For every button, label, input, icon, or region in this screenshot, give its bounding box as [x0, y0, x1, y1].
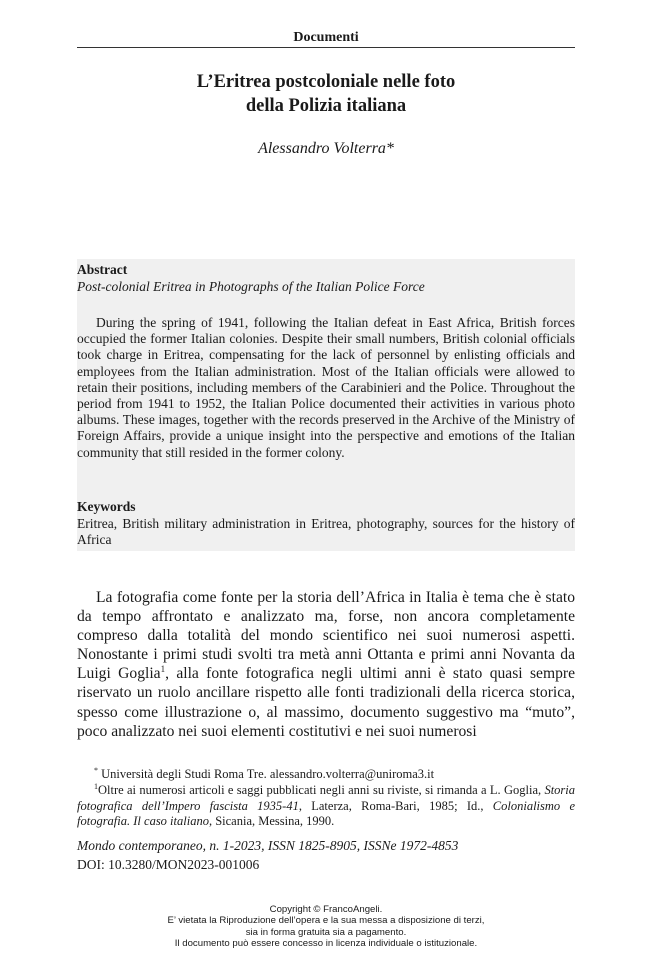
body-text-part-2: , alla fonte fotografica negli ultimi anni è stato quasi sempre riservato un ruolo ancillare rispetto alle fonti tradizionali della ricerca storica, spesso come illustrazione o, al massimo, documento suggestivo ma “muto”, poco analizzato nei suoi elementi costitutivi e nei suoi numerosi: [77, 665, 575, 740]
doi-line: DOI: 10.3280/MON2023-001006: [77, 857, 260, 872]
footnote-affiliation: [77, 767, 575, 782]
keywords-body: Eritrea, British military administration in Eritrea, photography, sources for the history of Africa: [77, 516, 575, 548]
keywords-heading: Keywords: [77, 499, 136, 514]
footnote-mark-star: *: [94, 765, 98, 775]
copyright-line-4: Il documento può essere concesso in licenza individuale o istituzionale.: [174, 938, 478, 950]
abstract-body: During the spring of 1941, following the Italian defeat in East Africa, British forces occupied the former Italian colonies. Despite their small numbers, British colonial officials took charge in Eritrea, compensating for the lack of personnel by enlisting officials and employees from the Italian administration. Most of the Italian officials were allowed to retain their positions, including members of the Carabinieri and the Police. Throughout the period from 1941 to 1952, the Italian Police documented their activities in various photo albums. These images, together with the records preserved in the Archive of the Ministry of Foreign Affairs, provide a unique insight into the perspective and emotions of the Italian community that still resided in the former colony.: [77, 315, 575, 460]
title-line-2: della Polizia italiana: [245, 96, 407, 116]
footnote-1: [77, 783, 575, 830]
footnote-ref[interactable]: 1: [160, 664, 166, 675]
author-name: Alessandro Volterra*: [258, 140, 394, 157]
affiliation-text: Università degli Studi Roma Tre. alessandro.volterra@uniroma3.it: [101, 767, 435, 781]
abstract-heading: Abstract: [77, 262, 128, 277]
title-line-1: L’Eritrea postcoloniale nelle foto: [196, 72, 456, 92]
header-rule: [77, 47, 575, 48]
copyright-line-3: sia in forma gratuita sia a pagamento.: [245, 926, 407, 938]
footnote-1-title-2: Colonialismo e fotografia. Il caso italiano: [77, 798, 575, 828]
running-head: Documenti: [293, 30, 359, 45]
body-text-part-1: La fotografia come fonte per la storia dell’Africa in Italia è tema che è stato da tempo affrontato e analizzato ma, forse, non ancora completamente compreso dalla totalità del mondo scientifico nei suoi numerosi aspetti. Nonostante i primi studi svolti tra metà anni Ottanta e primi anni Novanta da Luigi Goglia: [77, 589, 575, 683]
footnote-1-text-b: , Laterza, Roma-Bari, 1985; Id.,: [298, 798, 493, 813]
copyright-line-1: Copyright © FrancoAngeli.: [269, 904, 383, 915]
footnote-1-title-1: Storia fotografica dell’Impero fascista 1935-41: [77, 783, 575, 813]
footnote-1-text-c: , Sicania, Messina, 1990.: [208, 814, 335, 828]
footnote-1-text-a: Oltre ai numerosi articoli e saggi pubblicati negli anni su riviste, si rimanda a L. Goglia,: [98, 783, 545, 797]
abstract-english-title: Post-colonial Eritrea in Photographs of the Italian Police Force: [77, 279, 425, 294]
copyright-line-2: E’ vietata la Riproduzione dell’opera e la sua messa a disposizione di terzi,: [167, 915, 485, 927]
copyright-notice: [77, 904, 575, 950]
footnote-mark-1: 1: [94, 781, 98, 791]
body-paragraph: [77, 588, 575, 741]
article-title: [77, 70, 575, 118]
journal-citation: Mondo contemporaneo, n. 1-2023, ISSN 1825-8905, ISSNe 1972-4853: [77, 838, 459, 853]
